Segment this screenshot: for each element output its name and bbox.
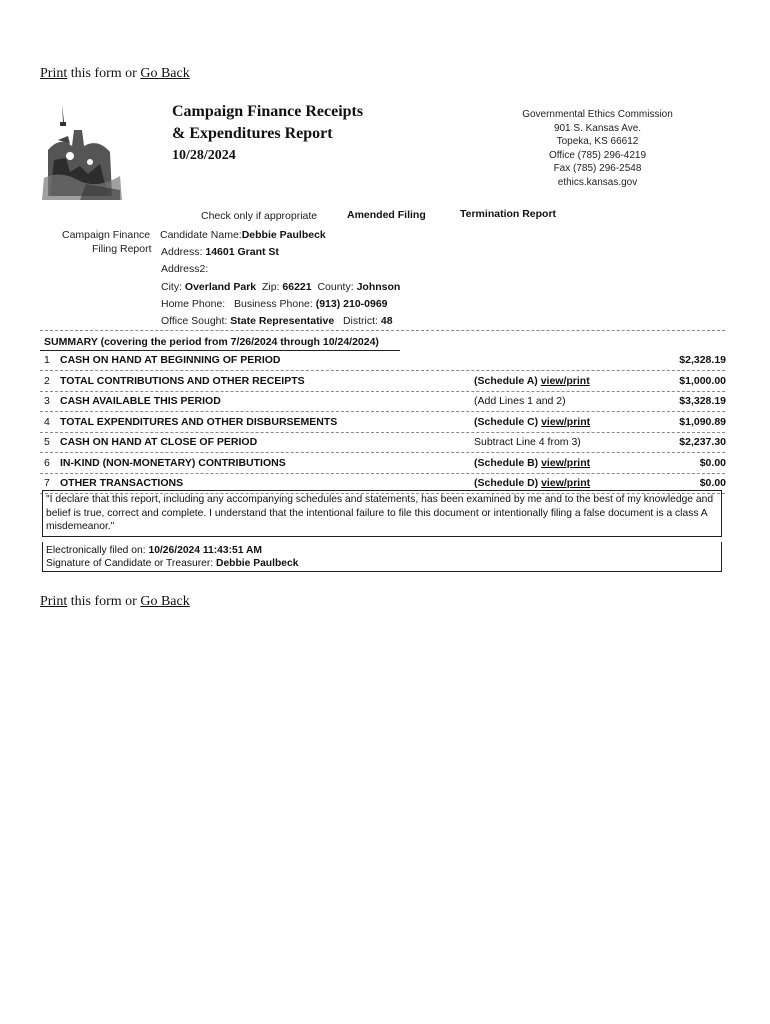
- row-note-text: (Add Lines 1 and 2): [474, 395, 566, 407]
- row-schedule-label: (Schedule A): [474, 374, 541, 387]
- row-number: 7: [44, 477, 50, 489]
- row-description: CASH ON HAND AT CLOSE OF PERIOD: [60, 436, 258, 448]
- efile-block: [42, 542, 722, 572]
- row-note: [474, 436, 581, 448]
- row-number: 5: [44, 436, 50, 448]
- divider: [40, 350, 400, 351]
- row-divider: [40, 370, 725, 371]
- row-description: IN-KIND (NON-MONETARY) CONTRIBUTIONS: [60, 456, 286, 469]
- amended-filing-label: Amended Filing: [347, 209, 426, 221]
- agency-fax: Fax (785) 296-2548: [553, 163, 642, 174]
- city-label: City:: [161, 281, 182, 293]
- termination-report-label: Termination Report: [460, 208, 557, 220]
- bottom-nav: [40, 594, 190, 610]
- view-print-link[interactable]: view/print: [541, 477, 591, 489]
- address-value: 14601 Grant St: [205, 246, 279, 258]
- row-schedule-label: (Schedule D): [474, 477, 542, 489]
- row-description: TOTAL EXPENDITURES AND OTHER DISBURSEMENTS: [60, 415, 338, 428]
- row-number: 4: [44, 415, 50, 428]
- row-note-text: Subtract Line 4 from 3): [474, 436, 581, 448]
- row-schedule-label: (Schedule C): [474, 415, 542, 428]
- row-number: 2: [44, 374, 50, 387]
- row-note: [474, 395, 566, 407]
- row-amount: $1,000.00: [679, 374, 726, 387]
- business-phone-value: (913) 210-0969: [315, 298, 388, 310]
- title-line-2: & Expenditures Report: [172, 125, 333, 142]
- row-amount: $2,237.30: [679, 436, 726, 448]
- agency-city: Topeka, KS 66612: [556, 136, 639, 147]
- summary-row: [44, 457, 726, 473]
- business-phone-label: Business Phone:: [233, 298, 313, 310]
- row-schedule-label: (Schedule B): [474, 456, 542, 469]
- row-amount: $3,328.19: [679, 395, 726, 407]
- district-label: District:: [342, 315, 378, 327]
- filed-line: [46, 544, 718, 557]
- row-amount: $2,328.19: [679, 354, 726, 366]
- go-back-link[interactable]: Go Back: [140, 594, 190, 609]
- candidate-name: Debbie Paulbeck: [241, 229, 326, 241]
- view-print-link[interactable]: view/print: [541, 456, 591, 469]
- summary-row: [44, 436, 726, 452]
- county-value: Johnson: [356, 281, 401, 293]
- title-line-1: Campaign Finance Receipts: [172, 103, 364, 120]
- summary-row: [44, 416, 726, 432]
- county-label: County:: [317, 281, 354, 293]
- divider: [40, 330, 725, 331]
- row-note: [474, 477, 590, 489]
- row-description: TOTAL CONTRIBUTIONS AND OTHER RECEIPTS: [60, 374, 305, 387]
- row-amount: $0.00: [699, 456, 726, 469]
- view-print-link[interactable]: view/print: [541, 415, 591, 428]
- summary-row: [44, 395, 726, 411]
- agency-street: 901 S. Kansas Ave.: [553, 122, 642, 134]
- print-link[interactable]: Print: [40, 594, 68, 609]
- row-description: CASH AVAILABLE THIS PERIOD: [60, 395, 221, 407]
- signature-value: Debbie Paulbeck: [216, 558, 299, 569]
- candidate-line: [160, 229, 326, 241]
- declaration-text: "I declare that this report, including any accompanying schedules and statements, has been examined by me and to the best of my knowledge and belief is true, correct and complete. I understand that the intentional failure to file this document or intentionally filing a false document is a class A misdemeanor.": [42, 490, 722, 537]
- candidate-label: Candidate Name:: [160, 229, 242, 241]
- filed-value: 10/26/2024 11:43:51 AM: [148, 545, 263, 556]
- zip-value: 66221: [282, 281, 312, 293]
- section-label-filing-report: Filing Report: [92, 243, 152, 255]
- row-note: [474, 375, 590, 387]
- district-value: 48: [380, 315, 393, 327]
- check-text: Check only if appropriate: [201, 210, 318, 222]
- summary-row: [44, 375, 726, 391]
- kansas-state-seal-icon: [40, 100, 126, 204]
- row-note: [474, 416, 590, 428]
- office-value: State Representative: [230, 315, 335, 327]
- view-print-link[interactable]: view/print: [540, 374, 590, 387]
- signature-label: Signature of Candidate or Treasurer:: [46, 558, 214, 569]
- home-phone-label: Home Phone:: [161, 298, 226, 310]
- go-back-link[interactable]: Go Back: [140, 66, 190, 81]
- signature-line: [46, 557, 718, 570]
- summary-heading: SUMMARY (covering the period from 7/26/2024 through 10/24/2024): [44, 336, 379, 348]
- report-title: [172, 101, 363, 167]
- office-line: [161, 315, 393, 327]
- summary-row: [44, 354, 726, 370]
- address-label: Address:: [161, 246, 203, 258]
- top-nav: [40, 66, 190, 82]
- row-amount: $0.00: [699, 477, 726, 489]
- zip-label: Zip:: [261, 281, 280, 293]
- city-line: [161, 281, 400, 293]
- row-number: 3: [44, 395, 50, 407]
- address-line: [161, 246, 279, 258]
- agency-address-block: [500, 108, 695, 189]
- agency-name: Governmental Ethics Commission: [522, 109, 673, 120]
- agency-website: ethics.kansas.gov: [557, 176, 638, 188]
- office-label: Office Sought:: [161, 315, 228, 327]
- agency-office-phone: Office (785) 296-4219: [548, 149, 647, 161]
- city-value: Overland Park: [184, 281, 257, 293]
- address2-label: Address2:: [161, 263, 209, 275]
- section-label-campaign-finance: Campaign Finance: [62, 229, 151, 241]
- report-date: 10/28/2024: [172, 148, 236, 163]
- row-divider: [40, 411, 725, 412]
- row-description: CASH ON HAND AT BEGINNING OF PERIOD: [60, 354, 281, 366]
- print-link[interactable]: Print: [40, 66, 68, 81]
- nav-text: this form or: [67, 66, 141, 81]
- row-divider: [40, 473, 725, 474]
- row-note: [474, 457, 590, 469]
- nav-text: this form or: [67, 594, 141, 609]
- filed-label: Electronically filed on:: [46, 545, 146, 556]
- row-divider: [40, 432, 725, 433]
- row-amount: $1,090.89: [679, 415, 726, 428]
- row-divider: [40, 452, 725, 453]
- row-description: OTHER TRANSACTIONS: [60, 477, 184, 489]
- row-divider: [40, 391, 725, 392]
- row-number: 6: [44, 456, 50, 469]
- row-number: 1: [44, 354, 50, 366]
- phone-line: [161, 298, 388, 310]
